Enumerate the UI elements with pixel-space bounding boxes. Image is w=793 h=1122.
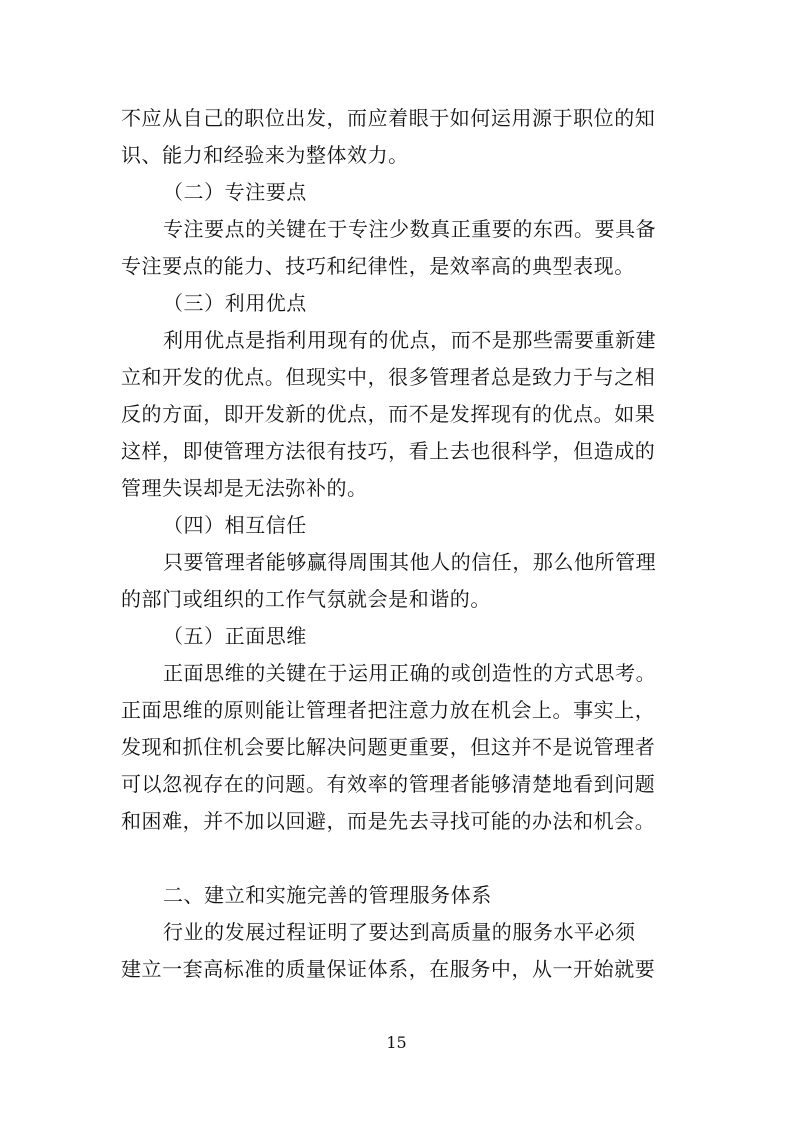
body-text-line: 正面思维的原则能让管理者把注意力放在机会上。事实上， [121, 698, 656, 722]
body-text-line: 发现和抓住机会要比解决问题更重要，但这并不是说管理者 [121, 735, 656, 759]
page-number: 15 [386, 1033, 407, 1052]
section-heading: （四）相互信任 [163, 513, 307, 537]
body-text-line: 只要管理者能够赢得周围其他人的信任，那么他所管理 [163, 550, 657, 574]
body-text-line: 立和开发的优点。但现实中，很多管理者总是致力于与之相 [121, 365, 656, 389]
body-text-line: 的部门或组织的工作气氛就会是和谐的。 [121, 587, 491, 611]
section-heading: （五）正面思维 [163, 624, 307, 648]
body-text-line: 正面思维的关键在于运用正确的或创造性的方式思考。 [163, 661, 657, 685]
body-text-line: 专注要点的关键在于专注少数真正重要的东西。要具备 [163, 217, 657, 241]
body-text-line: 反的方面，即开发新的优点，而不是发挥现有的优点。如果 [121, 402, 656, 426]
body-text-line: 管理失误却是无法弥补的。 [121, 476, 368, 500]
body-text-line: 这样，即使管理方法很有技巧，看上去也很科学，但造成的 [121, 439, 656, 463]
body-text-line: 建立一套高标准的质量保证体系，在服务中，从一开始就要 [121, 957, 656, 981]
section-heading: （三）利用优点 [163, 291, 307, 315]
body-text-line: 利用优点是指利用现有的优点，而不是那些需要重新建 [163, 328, 657, 352]
body-text-line: 识、能力和经验来为整体效力。 [121, 143, 409, 167]
body-text-line: 不应从自己的职位出发，而应着眼于如何运用源于职位的知 [121, 106, 656, 130]
section-heading: （二）专注要点 [163, 180, 307, 204]
chapter-heading: 二、建立和实施完善的管理服务体系 [163, 883, 492, 907]
body-text-line: 专注要点的能力、技巧和纪律性，是效率高的典型表现。 [121, 254, 635, 278]
body-text-line: 行业的发展过程证明了要达到高质量的服务水平必须 [163, 920, 636, 944]
body-text-line: 和困难，并不加以回避，而是先去寻找可能的办法和机会。 [121, 809, 656, 833]
body-text-line: 可以忽视存在的问题。有效率的管理者能够清楚地看到问题 [121, 772, 656, 796]
